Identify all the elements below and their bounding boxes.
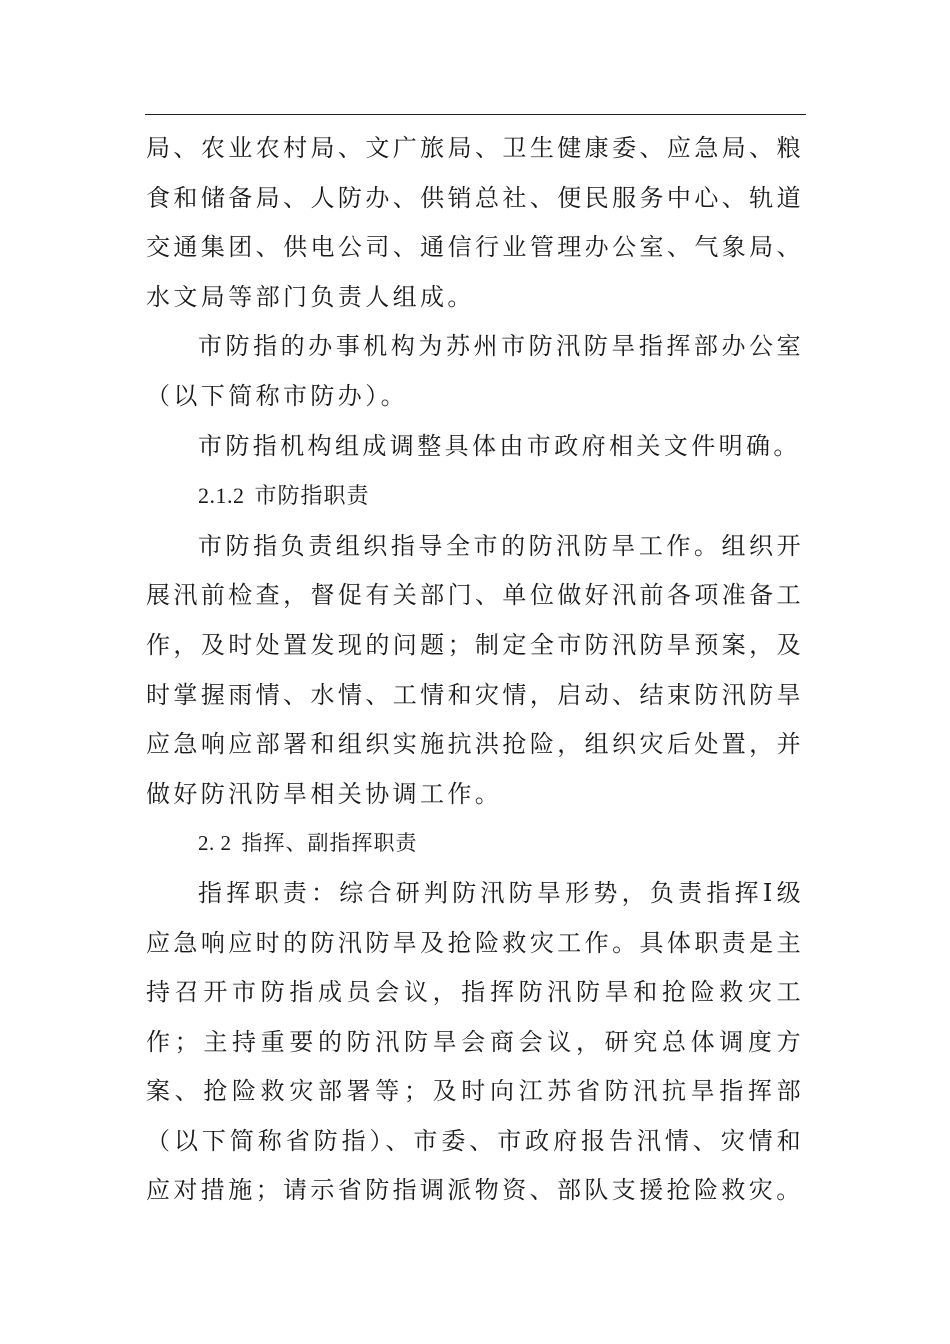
paragraph-member-departments: 局、农业农村局、文广旅局、卫生健康委、应急局、粮食和储备局、人防办、供销总社、便民服务中心、轨道交通集团、供电公司、通信行业管理办公室、气象局、水文局等部门负责人组成。 bbox=[146, 134, 804, 311]
section-number: 2. 2 bbox=[198, 831, 232, 856]
section-number: 2.1.2 bbox=[198, 483, 245, 509]
document-body bbox=[146, 124, 804, 1216]
section-heading-2-1-2 bbox=[146, 471, 804, 522]
header-rule bbox=[145, 114, 806, 115]
paragraph-adjustment: 市防指机构组成调整具体由市政府相关文件明确。 bbox=[198, 431, 801, 460]
paragraph-office: 市防指的办事机构为苏州市防汛防旱指挥部办公室（以下简称市防办）。 bbox=[146, 332, 804, 410]
paragraph-commander-duties: 指挥职责：综合研判防汛防旱形势，负责指挥Ⅰ级应急响应时的防汛防旱及抢险救灾工作。具体职责是主持召开市防指成员会议，指挥防汛防旱和抢险救灾工作；主持重要的防汛防旱会商会议，研究总体调度方案、抢险救灾部署等；及时向江苏省防汛抗旱指挥部（以下简称省防指）、市委、市政府报告汛情、灾情和应对措施；请示省防指调派物资、部队支援抢险救灾。 bbox=[146, 878, 804, 1205]
paragraph-duties: 市防指负责组织指导全市的防汛防旱工作。组织开展汛前检查，督促有关部门、单位做好汛前各项准备工作，及时处置发现的问题；制定全市防汛防旱预案，及时掌握雨情、水情、工情和灾情，启动、结束防汛防旱应急响应部署和组织实施抗洪抢险，组织灾后处置，并做好防汛防旱相关协调工作。 bbox=[146, 531, 804, 808]
section-title: 指挥、副指挥职责 bbox=[241, 831, 418, 856]
section-heading-2-2 bbox=[146, 819, 804, 869]
section-title: 市防指职责 bbox=[254, 484, 370, 510]
